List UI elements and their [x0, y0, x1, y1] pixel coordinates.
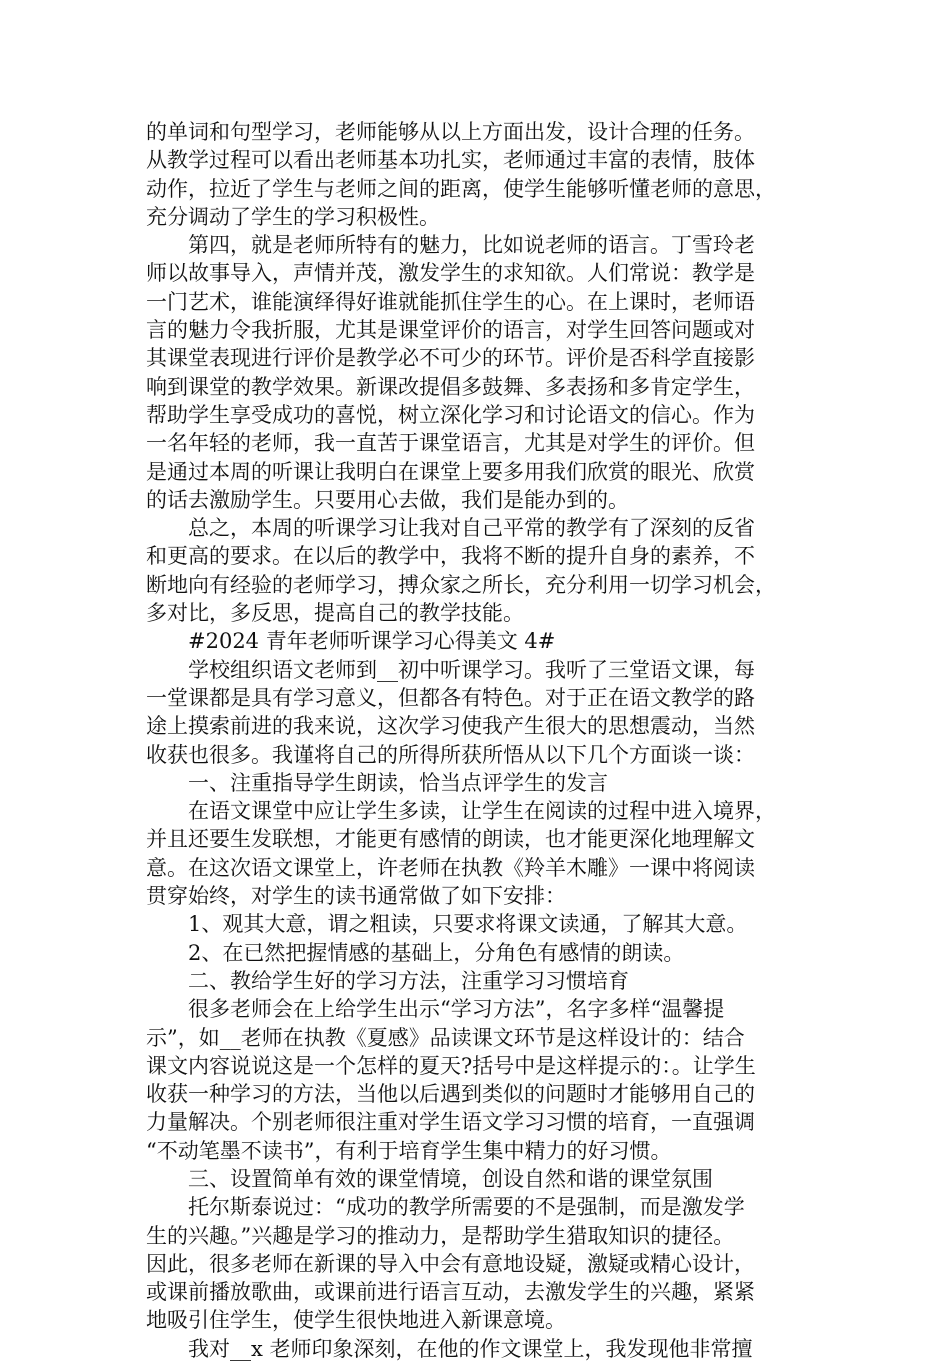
text-line: 很多老师会在上给学生出示“学习方法”，名字多样“温馨提: [188, 997, 725, 1022]
text-line: 一堂课都是具有学习意义，但都各有特色。对于正在语文教学的路: [146, 685, 755, 710]
text-line: 收获也很多。我谨将自己的所得所获所悟从以下几个方面谈一谈：: [146, 742, 755, 767]
text-line: “不动笔墨不读书”，有利于培育学生集中精力的好习惯。: [146, 1138, 672, 1163]
text-line: 总之，本周的听课学习让我对自己平常的教学有了深刻的反省: [188, 516, 755, 541]
text-line: 的单词和句型学习，老师能够从以上方面出发，设计合理的任务。: [146, 120, 755, 144]
text-line: 1、观其大意，谓之粗读，只要求将课文读通，了解其大意。: [188, 912, 748, 937]
text-line: 从教学过程可以看出老师基本功扎实，老师通过丰富的表情，肢体: [146, 148, 755, 173]
text-line: 三、设置简单有效的课堂情境，创设自然和谐的课堂氛围: [188, 1166, 713, 1191]
text-line: 学校组织语文老师到__初中听课学习。我听了三堂语文课，每: [188, 657, 755, 682]
text-line: 帮助学生享受成功的喜悦，树立深化学习和讨论语文的信心。作为: [146, 402, 755, 427]
text-line: 一、注重指导学生朗读，恰当点评学生的发言: [188, 770, 608, 795]
text-line: 二、教给学生好的学习方法，注重学习习惯培育: [188, 968, 629, 993]
text-line: 响到课堂的教学效果。新课改提倡多鼓舞、多表扬和多肯定学生，: [146, 374, 755, 399]
text-line: 是通过本周的听课让我明白在课堂上要多用我们欣赏的眼光、欣赏: [146, 459, 755, 484]
text-line: 一门艺术，谁能演绎得好谁就能抓住学生的心。在上课时，老师语: [146, 289, 755, 314]
text-line: 因此，很多老师在新课的导入中会有意地设疑，激疑或精心设计，: [146, 1251, 755, 1276]
text-line: 生的兴趣。”兴趣是学习的推动力，是帮助学生猎取知识的捷径。: [146, 1223, 735, 1248]
text-line: 课文内容说说这是一个怎样的夏天?括号中是这样提示的：。让学生: [146, 1053, 756, 1078]
text-line: 托尔斯泰说过：“成功的教学所需要的不是强制，而是激发学: [188, 1195, 745, 1220]
text-line: 其课堂表现进行评价是教学必不可少的环节。评价是否科学直接影: [146, 346, 755, 371]
text-line: 地吸引住学生，使学生很快地进入新课意境。: [146, 1308, 566, 1333]
text-line: #2024 青年老师听课学习心得美文 4#: [188, 629, 556, 654]
text-line: 断地向有经验的老师学习，搏众家之所长，充分利用一切学习机会，: [146, 572, 776, 597]
text-line: 多对比，多反思，提高自己的教学技能。: [146, 601, 524, 626]
text-line: 示”，如__老师在执教《夏感》品读课文环节是这样设计的：结合: [146, 1025, 745, 1050]
text-line: 贯穿始终，对学生的读书通常做了如下安排：: [146, 884, 566, 909]
text-line: 师以故事导入，声情并茂，激发学生的求知欲。人们常说：教学是: [146, 261, 755, 286]
text-line: 第四，就是老师所特有的魅力，比如说老师的语言。丁雪玲老: [188, 233, 755, 258]
text-line: 并且还要生发联想，才能更有感情的朗读，也才能更深化地理解文: [146, 827, 755, 852]
text-line: 我对__x 老师印象深刻，在他的作文课堂上，我发现他非常擅: [188, 1336, 753, 1361]
text-line: 途上摸索前进的我来说，这次学习使我产生很大的思想震动，当然: [146, 714, 755, 739]
text-line: 意。在这次语文课堂上，许老师在执教《羚羊木雕》一课中将阅读: [146, 855, 755, 880]
text-line: 言的魅力令我折服，尤其是课堂评价的语言，对学生回答问题或对: [146, 318, 755, 343]
text-line: 的话去激励学生。只要用心去做，我们是能办到的。: [146, 487, 629, 512]
text-line: 收获一种学习的方法，当他以后遇到类似的问题时才能够用自己的: [146, 1082, 755, 1107]
document-page: [146, 118, 810, 1363]
text-line: 在语文课堂中应让学生多读，让学生在阅读的过程中进入境界，: [188, 799, 776, 824]
text-line: 充分调动了学生的学习积极性。: [146, 204, 440, 229]
text-line: 力量解决。个别老师很注重对学生语文学习习惯的培育，一直强调: [146, 1110, 755, 1135]
text-line: 动作，拉近了学生与老师之间的距离，使学生能够听懂老师的意思，: [146, 176, 776, 201]
text-line: 和更高的要求。在以后的教学中，我将不断的提升自身的素养，不: [146, 544, 755, 569]
text-line: 或课前播放歌曲，或课前进行语言互动，去激发学生的兴趣，紧紧: [146, 1280, 755, 1305]
text-line: 2、在已然把握情感的基础上，分角色有感情的朗读。: [188, 940, 685, 965]
text-line: 一名年轻的老师，我一直苦于课堂语言，尤其是对学生的评价。但: [146, 431, 755, 456]
